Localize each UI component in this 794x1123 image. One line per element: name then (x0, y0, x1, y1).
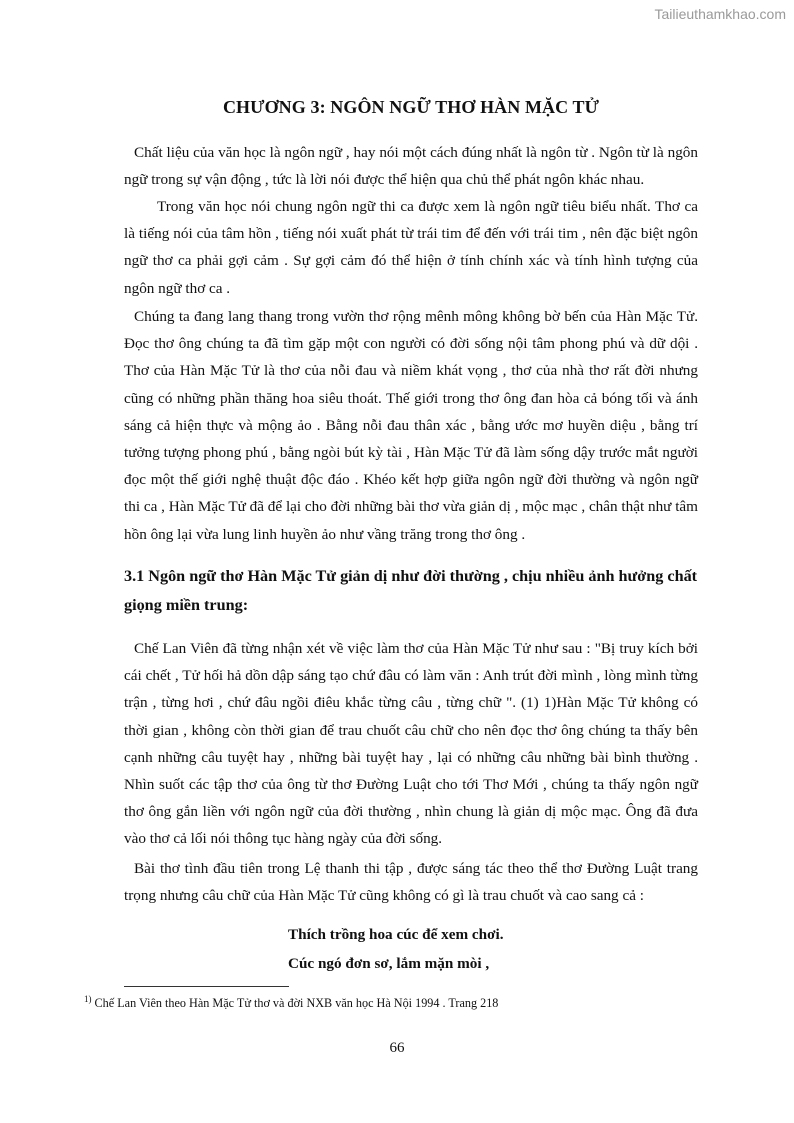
paragraph-5: Bài thơ tình đầu tiên trong Lệ thanh thi tập , được sáng tác theo thể thơ Đường Luật trang trọng nhưng câu chữ của Hàn Mặc Tử cũng không có gì là trau chuốt và cao sang cả : (124, 860, 698, 905)
paragraph-1: Chất liệu của văn học là ngôn ngữ , hay nói một cách đúng nhất là ngôn từ . Ngôn từ là ngôn ngữ trong sự vận động , tức là lời nói được thể hiện qua chủ thể phát ngôn khác nhau. (124, 144, 698, 189)
footnote-separator (124, 986, 289, 987)
footnote-marker: 1) (84, 994, 92, 1004)
page-number: 66 (389, 1040, 405, 1056)
verse-line-1: Thích trồng hoa cúc để xem chơi. (288, 926, 504, 943)
watermark: Tailieuthamkhao.com (654, 6, 786, 22)
footnote-text: Chế Lan Viên theo Hàn Mặc Tử thơ và đời NXB văn học Hà Nội 1994 . Trang 218 (91, 996, 499, 1011)
verse-line-2: Cúc ngó đơn sơ, lắm mặn mòi , (288, 955, 490, 972)
section-heading: 3.1 Ngôn ngữ thơ Hàn Mặc Tử giản dị như đời thường , chịu nhiều ảnh hưởng chất giọng miền trung: (124, 567, 698, 614)
paragraph-2: Trong văn học nói chung ngôn ngữ thi ca được xem là ngôn ngữ tiêu biểu nhất. Thơ ca là tiếng nói của tâm hồn , tiếng nói xuất phát từ trái tim để đến với trái tim , nên đặc biệt ngôn ngữ thơ ca phải gợi cảm . Sự gợi cảm đó thể hiện ở tính chính xác và tính hình tượng của ngôn ngữ thơ ca . (124, 198, 698, 297)
paragraph-4: Chế Lan Viên đã từng nhận xét về việc làm thơ của Hàn Mặc Tử như sau : "Bị truy kích bởi cái chết , Tử hối hả dồn dập sáng tạo chứ đâu có làm văn : Anh trút đời mình , lòng mình từng trận , từng hơi , chứ đâu ngồi điêu khắc từng câu , từng chữ ". (1) 1)Hàn Mặc Tử không có thời gian , không còn thời gian để trau chuốt câu chữ cho nên đọc thơ ông chúng ta thấy bên cạnh những câu tuyệt hay , những bài tuyệt hay , lại có những câu những bài bình thường . Nhìn suốt các tập thơ của ông từ thơ Đường Luật cho tới Thơ Mới , chúng ta thấy ngôn ngữ thơ ông gắn liền với ngôn ngữ của đời thường , nhìn chung là giản dị mộc mạc. Ông đã đưa vào thơ cả lối nói thông tục hàng ngày của đời sống. (124, 640, 698, 848)
chapter-title: CHƯƠNG 3: NGÔN NGỮ THƠ HÀN MẶC TỬ (222, 97, 600, 117)
footnote (84, 994, 498, 1011)
paragraph-3: Chúng ta đang lang thang trong vườn thơ rộng mênh mông không bờ bến của Hàn Mặc Tử. Đọc thơ ông chúng ta đã tìm gặp một con người có đời sống nội tâm phong phú và dữ dội . Thơ của Hàn Mặc Tử là thơ của nỗi đau và niềm khát vọng , thơ của nhà thơ rất đời nhưng cũng có những phần thăng hoa siêu thoát. Thế giới trong thơ ông đan hòa cả bóng tối và ánh sáng cả hiện thực và mộng ảo . Bằng nỗi đau thân xác , bằng ước mơ huyền diệu , bằng trí tưởng tượng phong phú , bằng ngòi bút kỳ tài , Hàn Mặc Tử đã làm sống dậy trước mắt người đọc một thế giới nghệ thuật độc đáo . Khéo kết hợp giữa ngôn ngữ đời thường và ngôn ngữ thi ca , Hàn Mặc Tử đã để lại cho đời những bài thơ vừa giản dị , mộc mạc , chân thật như tâm hồn ông lại vừa lung linh huyền ảo như vầng trăng trong thơ ông . (124, 308, 698, 543)
